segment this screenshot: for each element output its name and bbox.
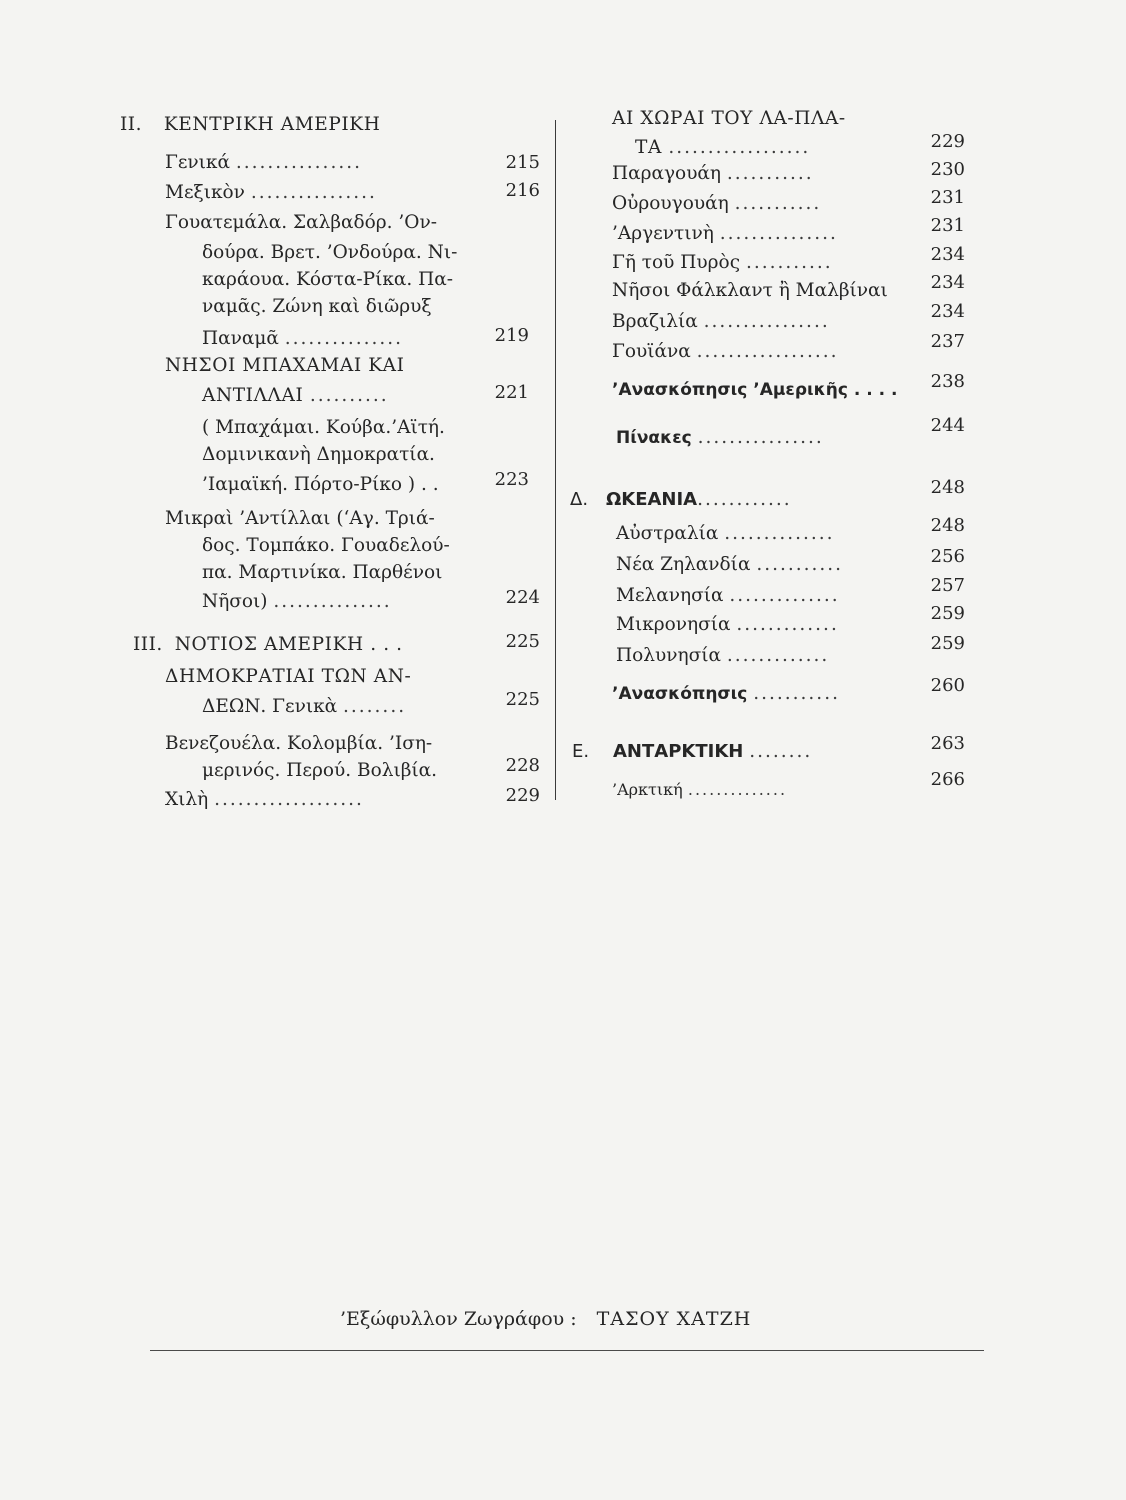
toc-entry-continuation: δος. Τομπάκο. Γουαδελού- bbox=[202, 535, 450, 556]
page-number: 257 bbox=[930, 575, 965, 596]
toc-entry-continuation: μερινός. Περού. Βολιβία. bbox=[202, 760, 438, 781]
toc-entry: ΝΗΣΟΙ ΜΠΑΧΑΜΑΙ ΚΑΙ bbox=[165, 355, 405, 376]
page-number: 231 bbox=[930, 215, 965, 236]
cover-credit bbox=[340, 1306, 751, 1332]
toc-entry-continuation: ΑΝΤΙΛΛΑΙ .......... bbox=[202, 385, 389, 406]
toc-entry: Γῆ τοῦ Πυρὸς ........... bbox=[612, 252, 833, 273]
toc-entry: ’Αρκτική .............. bbox=[612, 780, 788, 799]
page-number: 215 bbox=[505, 152, 540, 173]
page-number: 266 bbox=[930, 769, 965, 790]
column-divider bbox=[555, 120, 556, 800]
toc-entry: Οὐρουγουάη ........... bbox=[612, 193, 822, 214]
page-number: 244 bbox=[930, 415, 965, 436]
toc-entry: Γουατεμάλα. Σαλβαδόρ. ’Ον- bbox=[165, 212, 437, 233]
toc-entry-continuation: Δομινικανὴ Δημοκρατία. bbox=[202, 444, 435, 465]
toc-entry: Χιλὴ ................... bbox=[165, 789, 364, 810]
page-number: 230 bbox=[930, 159, 965, 180]
page-number: 259 bbox=[930, 603, 965, 624]
toc-entry: ΑΙ ΧΩΡΑΙ ΤΟΥ ΛΑ-ΠΛΑ- bbox=[612, 108, 846, 129]
page-number: 248 bbox=[930, 515, 965, 536]
page-number: 223 bbox=[494, 469, 529, 490]
toc-entry-review-oceania: ’Ανασκόπησις ........... bbox=[612, 683, 840, 704]
page-number: 259 bbox=[930, 633, 965, 654]
toc-entry-continuation: Παναμᾶ ............... bbox=[202, 328, 403, 349]
page-number: 231 bbox=[930, 187, 965, 208]
toc-entry: Γενικά ................ bbox=[165, 152, 362, 173]
toc-entry-continuation: ’Ιαμαϊκή. Πόρτο-Ρίκο ) . . bbox=[202, 474, 439, 495]
toc-entry: Πολυνησία ............. bbox=[616, 645, 830, 666]
toc-entry-continuation: ΤΑ .................. bbox=[635, 137, 811, 158]
page-number: 228 bbox=[505, 755, 540, 776]
page-number: 229 bbox=[505, 785, 540, 806]
page-number: 225 bbox=[505, 631, 540, 652]
toc-entry-review-america: ’Ανασκόπησις ’Αμερικῆς . . . . bbox=[612, 380, 898, 400]
toc-entry-continuation: ναμᾶς. Ζώνη καὶ διῶρυξ bbox=[202, 296, 432, 317]
page-number: 234 bbox=[930, 244, 965, 265]
page-number: 248 bbox=[930, 477, 965, 498]
toc-entry: Μικραὶ ’Αντίλλαι (‘Αγ. Τριά- bbox=[165, 508, 435, 529]
section-d-heading: Δ. ΩΚΕΑΝΙΑ............ bbox=[570, 489, 792, 510]
page-number: 260 bbox=[930, 675, 965, 696]
toc-entry: Βενεζουέλα. Κολομβία. ’Ιση- bbox=[165, 733, 433, 754]
toc-entry-continuation: Νῆσοι) ............... bbox=[202, 591, 392, 612]
bottom-rule bbox=[150, 1350, 984, 1351]
section-iii-heading: III. ΝΟΤΙΟΣ ΑΜΕΡΙΚΗ . . . bbox=[133, 634, 403, 655]
page-number: 263 bbox=[930, 733, 965, 754]
page-number: 238 bbox=[930, 371, 965, 392]
page-number: 237 bbox=[930, 331, 965, 352]
page-number: 229 bbox=[930, 131, 965, 152]
toc-entry-continuation: ( Μπαχάμαι. Κούβα.’Αϊτή. bbox=[202, 417, 445, 438]
page-number: 221 bbox=[494, 382, 529, 403]
toc-entry: Γουϊάνα .................. bbox=[612, 341, 839, 362]
page-number: 224 bbox=[505, 587, 540, 608]
toc-entry: Νῆσοι Φάλκλαντ ἢ Μαλβίναι bbox=[612, 280, 888, 301]
page-number: 225 bbox=[505, 689, 540, 710]
toc-entry-continuation: καράουα. Κόστα-Ρίκα. Πα- bbox=[202, 269, 454, 290]
toc-entry: Μικρονησία ............. bbox=[616, 614, 839, 635]
toc-entry: Αὐστραλία .............. bbox=[616, 523, 835, 544]
toc-entry: Μελανησία .............. bbox=[616, 585, 840, 606]
toc-entry: Βραζιλία ................ bbox=[612, 311, 830, 332]
section-ii-heading: II. ΚΕΝΤΡΙΚΗ ΑΜΕΡΙΚΗ bbox=[120, 114, 381, 135]
page-number: 256 bbox=[930, 546, 965, 567]
toc-entry-tables: Πίνακες ................ bbox=[616, 427, 824, 448]
cover-artist-name: ΤΑΣΟΥ ΧΑΤΖΗ bbox=[596, 1308, 752, 1330]
page-number: 234 bbox=[930, 272, 965, 293]
toc-entry: Παραγουάη ........... bbox=[612, 163, 814, 184]
toc-entry: Νέα Ζηλανδία ........... bbox=[616, 554, 844, 575]
page-number: 219 bbox=[494, 325, 529, 346]
toc-entry: Μεξικὸν ................ bbox=[165, 182, 377, 203]
toc-entry-continuation: δούρα. Βρετ. ’Ονδούρα. Νι- bbox=[202, 242, 458, 263]
page-number: 216 bbox=[505, 180, 540, 201]
toc-entry: ΔΗΜΟΚΡΑΤΙΑΙ ΤΩΝ ΑΝ- bbox=[165, 666, 412, 687]
toc-entry-continuation: πα. Μαρτινίκα. Παρθένοι bbox=[202, 562, 443, 583]
toc-entry-continuation: ΔΕΩΝ. Γενικὰ ........ bbox=[202, 696, 407, 717]
cover-credit-label: ’Εξώφυλλον Ζωγράφου : bbox=[340, 1308, 577, 1330]
section-e-heading: Ε. ΑΝΤΑΡΚΤΙΚΗ ........ bbox=[572, 741, 813, 762]
toc-entry: ’Αργεντινὴ ............... bbox=[612, 223, 838, 244]
page-number: 234 bbox=[930, 301, 965, 322]
